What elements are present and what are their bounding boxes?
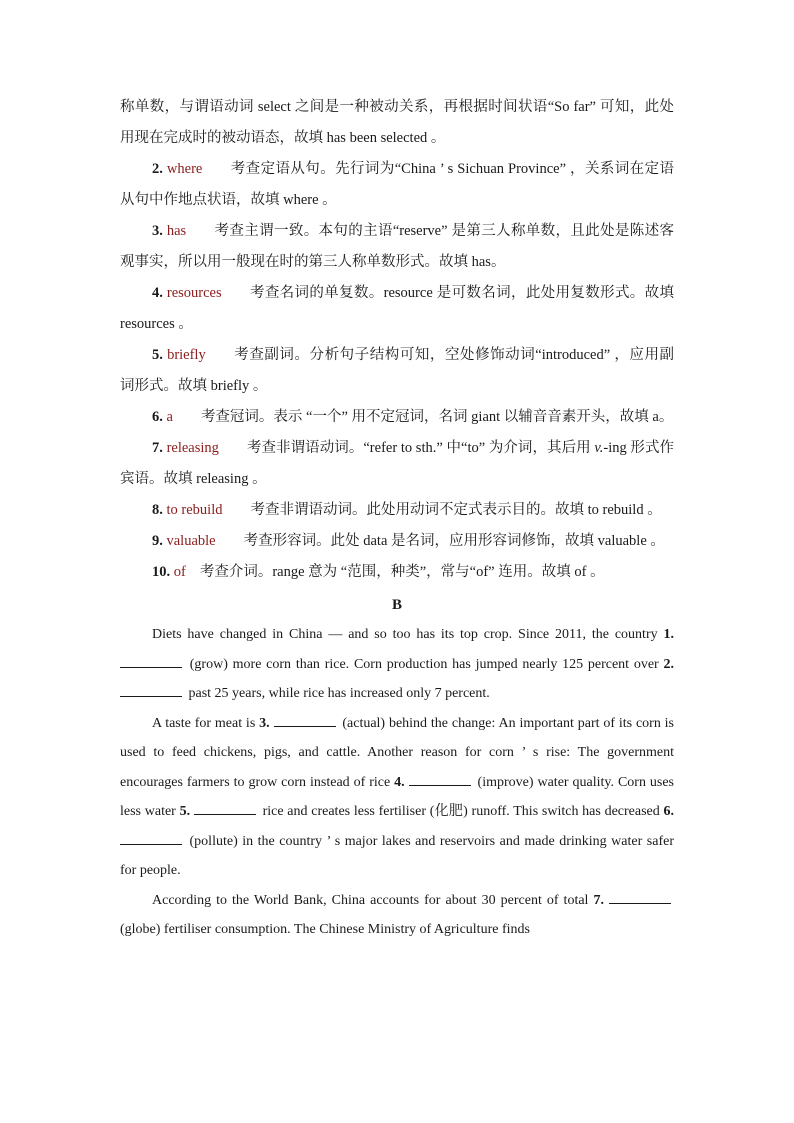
explanation: 考查形容词。此处 data 是名词，应用形容词修饰，故填 valuable 。	[243, 533, 665, 549]
passage-paragraph-1	[120, 620, 674, 709]
answer-word: resources	[166, 285, 222, 301]
passage-text: Diets have changed in China — and so too has its top crop. Since 2011, the country	[152, 627, 664, 642]
passage-text: (grow) more corn than rice. Corn production has jumped nearly 125 percent over	[185, 656, 664, 672]
answer-item-3	[120, 216, 674, 278]
explanation-tail: -ing 形式作宾语。故填 releasing 。	[120, 440, 675, 487]
answer-item-9	[120, 526, 674, 557]
blank-number: 2.	[663, 656, 674, 672]
blank-7[interactable]	[609, 889, 671, 904]
item-number: 7.	[152, 440, 163, 456]
item-number: 3.	[152, 223, 163, 239]
answer-word: briefly	[167, 347, 206, 363]
item-number: 4.	[152, 285, 163, 301]
item-number: 9.	[152, 533, 163, 549]
blank-1[interactable]	[120, 653, 182, 668]
explanation: 考查非谓语动词。“refer to sth.” 中“to” 为介词，其后用	[246, 440, 595, 456]
explanation: 考查主谓一致。本句的主语“reserve” 是第三人称单数，且此处是陈述客观事实，所以用一般现在时的第三人称单数形式。故填 has。	[120, 223, 674, 270]
answer-word: where	[166, 161, 203, 177]
passage-text: According to the World Bank, China accounts for about 30 percent of total	[152, 892, 594, 908]
answer-word: has	[166, 223, 187, 239]
blank-number: 7.	[593, 892, 604, 908]
blank-4[interactable]	[409, 771, 471, 786]
passage-text: past 25 years, while rice has increased only 7 percent.	[185, 686, 490, 701]
passage-paragraph-3	[120, 886, 674, 945]
passage-paragraph-2	[120, 709, 674, 886]
blank-5[interactable]	[194, 800, 256, 815]
blank-number: 1.	[663, 627, 674, 642]
answer-word: a	[166, 409, 173, 425]
passage-text: (actual) behind the change: An important part of its corn is used to feed chickens, pigs, and cattle. Another reason for corn ’ s rise: The government encourages farmers to grow corn instead of rice	[120, 715, 675, 790]
explanation: 考查介词。range 意为 “范围，种类”，常与“of” 连用。故填 of 。	[199, 564, 605, 580]
passage-b	[120, 620, 674, 945]
blank-6[interactable]	[120, 830, 182, 845]
answer-item-5	[120, 340, 674, 402]
item-number: 2.	[152, 161, 163, 177]
item-number: 8.	[152, 502, 163, 518]
item-number: 10.	[152, 564, 171, 580]
answer-item-8	[120, 495, 674, 526]
blank-number: 3.	[259, 715, 270, 731]
answer-word: releasing	[166, 440, 219, 456]
blank-number: 5.	[179, 804, 191, 819]
explanation: 考查副词。分析句子结构可知，空处修饰动词“introduced” ，应用副词形式。故填 briefly 。	[120, 347, 674, 394]
answer-item-2	[120, 154, 674, 216]
answer-word: of	[173, 564, 186, 580]
passage-text: (globe) fertiliser consumption. The Chinese Ministry of Agriculture finds	[120, 922, 530, 937]
explanation: 考查名词的单复数。resource 是可数名词，此处用复数形式。故填 resources 。	[120, 285, 675, 332]
answer-1-continuation: 称单数，与谓语动词 select 之间是一种被动关系，再根据时间状语“So far” 可知，此处用现在完成时的被动语态，故填 has been selected 。	[120, 99, 674, 146]
answer-list	[120, 154, 674, 588]
explanation: 考查定语从句。先行词为“China ’ s Sichuan Province” ，关系词在定语从句中作地点状语，故填 where 。	[120, 161, 675, 208]
answer-word: valuable	[166, 533, 216, 549]
passage-text: A taste for meat is	[152, 715, 260, 731]
document-page	[120, 0, 674, 945]
blank-2[interactable]	[120, 682, 182, 697]
passage-text: (improve) water quality. Corn uses less water	[120, 774, 675, 819]
answer-item-4	[120, 278, 674, 340]
answer-item-6	[120, 402, 674, 433]
answer-item-7	[120, 433, 674, 495]
explanation-italic: v.	[594, 440, 604, 456]
blank-3[interactable]	[274, 712, 336, 727]
answer-word: to rebuild	[166, 502, 223, 518]
item-number: 5.	[152, 347, 163, 363]
explanation: 考查非谓语动词。此处用动词不定式表示目的。故填 to rebuild 。	[250, 502, 662, 518]
passage-text: rice and creates less fertiliser (化肥) runoff. This switch has decreased	[258, 804, 664, 819]
section-heading: B	[391, 597, 402, 613]
blank-number: 4.	[394, 774, 405, 790]
item-number: 6.	[152, 409, 163, 425]
answer-item-10	[120, 557, 674, 588]
explanation: 考查冠词。表示 “一个” 用不定冠词，名词 giant 以辅音音素开头，故填 a。	[200, 409, 674, 425]
passage-text: (pollute) in the country ’ s major lakes and reservoirs and made drinking water safer for people.	[120, 833, 674, 878]
blank-number: 6.	[663, 804, 675, 819]
